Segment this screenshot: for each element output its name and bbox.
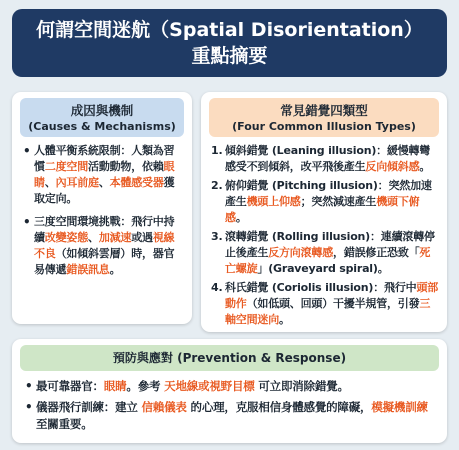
- prevention-item: [24, 399, 437, 433]
- text-run: 、: [98, 176, 110, 189]
- highlight-text: 反方向滾轉感: [268, 246, 334, 259]
- illusions-list: [211, 143, 439, 328]
- title-line-2: 重點摘要: [191, 45, 268, 67]
- causes-card: [12, 92, 192, 324]
- text-run: 或遇: [131, 231, 153, 244]
- causes-subheading: (Causes & Mechanisms): [28, 120, 176, 133]
- text-run: 俯仰錯覺 (Pitching illusion)：突然加速產生: [225, 179, 432, 208]
- highlight-text: 加減速: [98, 231, 132, 244]
- text-run: 科氏錯覺 (Coriolis illusion)：飛行中: [225, 281, 417, 294]
- text-run: 三度空間環境挑戰：飛行中持續: [34, 215, 175, 244]
- illusions-card: [201, 92, 447, 332]
- highlight-text: 天地線或視野目標: [164, 379, 255, 393]
- causes-list: [22, 143, 184, 278]
- highlight-text: 本體感受器: [109, 176, 164, 189]
- highlight-text: 視線不良: [34, 231, 175, 260]
- text-run: 。參考: [126, 379, 165, 393]
- text-run: （如傾斜雲層）時，器官易傳遞: [34, 247, 175, 276]
- highlight-text: 眼睛: [34, 160, 175, 189]
- highlight-text: 三軸空間迷向: [225, 297, 431, 326]
- text-run: 。: [279, 313, 290, 326]
- text-run: （如低頭、回頭）干擾半規管，引發: [246, 297, 420, 310]
- illusion-number: 2.: [211, 179, 223, 192]
- illusion-number: 4.: [211, 281, 223, 294]
- illusion-item: [211, 178, 439, 226]
- highlight-text: 二度空間: [44, 160, 89, 173]
- illusion-item: [211, 143, 439, 175]
- text-run: ，錯誤修正恐致「: [333, 246, 420, 259]
- text-run: 、: [88, 231, 99, 244]
- illusion-item: [211, 229, 439, 277]
- title-line-1: 何謂空間迷航（Spatial Disorientation）: [36, 19, 423, 41]
- text-run: 。: [235, 211, 247, 224]
- illusion-item: [211, 280, 439, 328]
- highlight-text: 眼睛: [103, 379, 127, 393]
- prevention-card: [12, 339, 447, 443]
- causes-header: [20, 98, 184, 137]
- highlight-text: 死亡螺旋: [225, 246, 431, 275]
- text-run: 傾斜錯覺 (Leaning illusion)：緩慢轉彎感受不到傾斜，改平飛後產生: [225, 144, 431, 173]
- text-run: 儀器飛行訓練：建立: [36, 400, 142, 414]
- text-run: 活動動物，依賴: [88, 160, 164, 173]
- illusion-number: 3.: [211, 230, 223, 243]
- text-run: ；突然減速產生: [300, 195, 377, 208]
- prevention-list: [24, 378, 437, 433]
- text-run: 最可靠器官：: [36, 379, 104, 393]
- text-run: 。: [419, 160, 431, 173]
- illusions-subheading: (Four Common Illusion Types): [232, 120, 416, 133]
- text-run: 人體平衡系統限制：人類為習慣: [34, 144, 175, 173]
- illusion-text: [225, 281, 438, 326]
- text-run: 至關重要。: [36, 417, 93, 431]
- illusion-text: [225, 144, 430, 173]
- text-run: 獲取定向。: [34, 176, 175, 205]
- highlight-text: 機頭下俯感: [225, 195, 420, 224]
- prevention-header: [20, 345, 439, 371]
- illusion-text: [225, 179, 432, 224]
- highlight-text: 機頭上仰感: [246, 195, 301, 208]
- highlight-text: 內耳前庭: [55, 176, 99, 189]
- causes-item: [22, 143, 184, 207]
- highlight-text: 錯誤訊息: [66, 263, 110, 276]
- highlight-text: 模擬機訓練: [371, 400, 428, 414]
- highlight-text: 反向傾斜感: [365, 160, 420, 173]
- prevention-heading: 預防與應對 (Prevention & Response): [112, 351, 347, 365]
- title-banner: [12, 9, 447, 77]
- illusion-text: [225, 230, 435, 275]
- causes-item: [22, 214, 184, 278]
- text-run: 的心理，克服相信身體感覺的障礙，: [186, 400, 372, 414]
- text-run: 」(Graveyard spiral)。: [257, 262, 389, 275]
- illusions-heading: 常見錯覺四類型: [280, 103, 368, 118]
- highlight-text: 頭部動作: [225, 281, 439, 310]
- text-run: 滾轉錯覺 (Rolling illusion)：連續滾轉停止後產生: [225, 230, 435, 259]
- causes-heading: 成因與機制: [70, 103, 134, 118]
- highlight-text: 改變姿態: [44, 231, 89, 244]
- prevention-item: [24, 378, 437, 395]
- illusions-header: [209, 98, 439, 137]
- text-run: 、: [44, 176, 56, 189]
- illusion-number: 1.: [211, 144, 223, 157]
- text-run: 可立即消除錯覺。: [254, 379, 349, 393]
- text-run: 。: [109, 263, 121, 276]
- highlight-text: 信賴儀表: [141, 400, 187, 414]
